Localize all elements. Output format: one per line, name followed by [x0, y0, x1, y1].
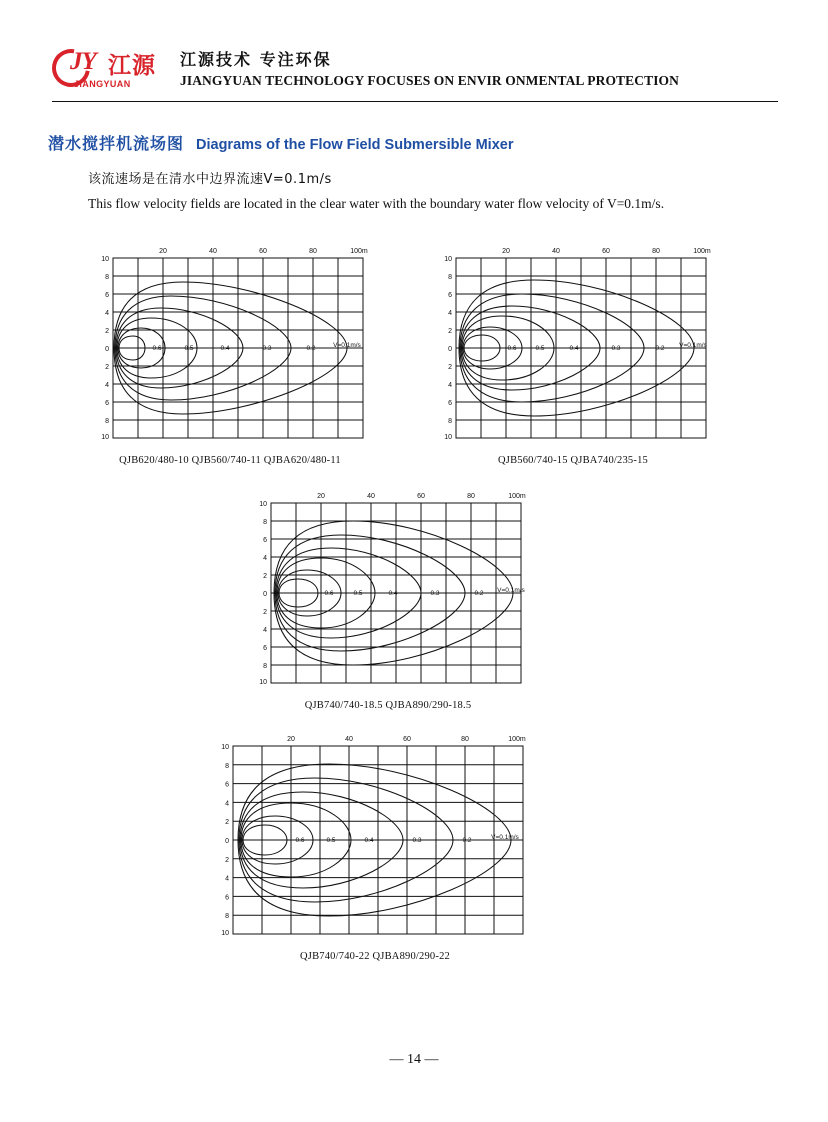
svg-text:100m: 100m: [350, 248, 368, 255]
svg-text:40: 40: [209, 248, 217, 255]
y-axis-labels: [221, 744, 229, 937]
svg-text:8: 8: [263, 519, 267, 526]
svg-text:4: 4: [105, 310, 109, 317]
svg-text:0.5: 0.5: [326, 837, 336, 844]
figure-caption: QJB560/740-15 QJBA740/235-15: [498, 455, 648, 466]
y-axis-labels: [444, 256, 452, 441]
y-axis-labels: [259, 501, 267, 686]
svg-text:0.2: 0.2: [655, 345, 665, 352]
svg-text:10: 10: [221, 930, 229, 937]
contour-labels: [295, 834, 519, 844]
svg-text:8: 8: [225, 913, 229, 921]
svg-text:0.6: 0.6: [324, 590, 334, 597]
svg-text:6: 6: [225, 894, 229, 902]
svg-text:10: 10: [444, 434, 452, 441]
svg-text:0: 0: [263, 591, 267, 598]
flow-field-chart-2: [428, 240, 718, 450]
x-axis-labels: [502, 248, 711, 255]
svg-text:0.2: 0.2: [462, 837, 472, 844]
svg-text:2: 2: [263, 609, 267, 616]
svg-text:40: 40: [345, 736, 353, 743]
svg-text:8: 8: [263, 663, 267, 670]
logo-initials: JY: [70, 48, 96, 75]
svg-text:6: 6: [263, 537, 267, 544]
svg-text:2: 2: [225, 819, 229, 827]
company-logo: [52, 48, 164, 92]
contour-labels: [152, 342, 361, 352]
section-title-english: Diagrams of the Flow Field Submersible Mixer: [196, 137, 514, 153]
svg-text:8: 8: [105, 274, 109, 281]
flow-field-chart-4: [205, 728, 545, 946]
svg-text:4: 4: [225, 875, 229, 883]
svg-text:100m: 100m: [508, 493, 526, 500]
svg-text:20: 20: [317, 493, 325, 500]
svg-text:4: 4: [263, 555, 267, 562]
svg-text:6: 6: [448, 400, 452, 407]
svg-text:20: 20: [287, 736, 295, 743]
svg-text:0.6: 0.6: [152, 345, 162, 352]
svg-text:0.2: 0.2: [306, 345, 316, 352]
svg-text:6: 6: [105, 292, 109, 299]
svg-text:0.3: 0.3: [412, 837, 422, 844]
flow-field-figure-2: [428, 240, 718, 466]
svg-text:0.5: 0.5: [184, 345, 194, 352]
svg-text:0.4: 0.4: [364, 837, 374, 844]
x-axis-labels: [287, 736, 526, 743]
svg-text:2: 2: [448, 364, 452, 371]
section-heading: [48, 131, 513, 154]
svg-text:100m: 100m: [508, 736, 526, 743]
svg-text:V=0.1m/s: V=0.1m/s: [333, 342, 361, 349]
svg-text:60: 60: [403, 736, 411, 743]
svg-text:10: 10: [444, 256, 452, 263]
svg-text:6: 6: [263, 645, 267, 652]
svg-text:60: 60: [602, 248, 610, 255]
logo-chinese-name: 江源: [108, 53, 156, 79]
svg-text:0.6: 0.6: [295, 837, 305, 844]
svg-text:8: 8: [448, 418, 452, 425]
svg-text:100m: 100m: [693, 248, 711, 255]
flow-field-figure-4: [205, 728, 545, 962]
svg-text:20: 20: [159, 248, 167, 255]
svg-text:0.4: 0.4: [569, 345, 579, 352]
svg-text:0: 0: [448, 346, 452, 353]
page-number: — 14 —: [389, 1052, 439, 1067]
flow-field-figure-1: [85, 240, 375, 466]
svg-text:4: 4: [225, 800, 229, 808]
svg-text:0.3: 0.3: [430, 590, 440, 597]
svg-text:20: 20: [502, 248, 510, 255]
svg-text:V=0.1m/s: V=0.1m/s: [491, 834, 519, 841]
x-axis-labels: [317, 493, 526, 500]
svg-text:10: 10: [259, 501, 267, 508]
svg-text:0.2: 0.2: [474, 590, 484, 597]
svg-text:0.4: 0.4: [388, 590, 398, 597]
header-divider: [52, 101, 778, 102]
logo-pinyin: JIANGYUAN: [74, 79, 131, 89]
page-header: [52, 44, 778, 102]
svg-text:0.5: 0.5: [535, 345, 545, 352]
description-english: This flow velocity fields are located in the clear water with the boundary water flow velocity of V=0.1m/s.: [88, 196, 665, 211]
svg-text:2: 2: [105, 328, 109, 335]
svg-text:40: 40: [367, 493, 375, 500]
svg-text:0.3: 0.3: [611, 345, 621, 352]
svg-text:0.6: 0.6: [507, 345, 517, 352]
svg-text:4: 4: [263, 627, 267, 634]
svg-text:0.4: 0.4: [220, 345, 230, 352]
flow-field-figure-3: [243, 485, 533, 711]
svg-text:4: 4: [448, 382, 452, 389]
svg-text:40: 40: [552, 248, 560, 255]
svg-text:V=0.1m/s: V=0.1m/s: [679, 342, 707, 349]
svg-text:2: 2: [263, 573, 267, 580]
svg-text:8: 8: [448, 274, 452, 281]
svg-text:0.5: 0.5: [353, 590, 363, 597]
svg-text:2: 2: [448, 328, 452, 335]
svg-text:0: 0: [105, 346, 109, 353]
svg-text:6: 6: [105, 400, 109, 407]
slogan-chinese: 江源技术 专注环保: [180, 50, 332, 69]
svg-text:V=0.1m/s: V=0.1m/s: [497, 587, 525, 594]
flow-field-chart-1: [85, 240, 375, 450]
svg-text:10: 10: [101, 434, 109, 441]
svg-text:60: 60: [417, 493, 425, 500]
description-chinese: 该流速场是在清水中边界流速V=0.1m/s: [88, 172, 332, 187]
svg-text:6: 6: [225, 781, 229, 789]
section-title-chinese: 潜水搅拌机流场图: [48, 134, 185, 153]
x-axis-labels: [159, 248, 368, 255]
figure-caption: QJB740/740-18.5 QJBA890/290-18.5: [304, 700, 472, 711]
svg-text:10: 10: [221, 744, 229, 751]
svg-text:6: 6: [448, 292, 452, 299]
svg-text:80: 80: [461, 736, 469, 743]
svg-text:10: 10: [259, 679, 267, 686]
svg-text:60: 60: [259, 248, 267, 255]
y-axis-labels: [101, 256, 109, 441]
svg-text:0: 0: [225, 838, 229, 845]
flow-field-chart-3: [243, 485, 533, 695]
svg-text:80: 80: [309, 248, 317, 255]
svg-text:80: 80: [652, 248, 660, 255]
svg-text:2: 2: [105, 364, 109, 371]
svg-text:10: 10: [101, 256, 109, 263]
svg-text:0.3: 0.3: [262, 345, 272, 352]
svg-text:4: 4: [105, 382, 109, 389]
svg-text:80: 80: [467, 493, 475, 500]
svg-text:8: 8: [105, 418, 109, 425]
slogan-english: JIANGYUAN TECHNOLOGY FOCUSES ON ENVIR ONMENTAL PROTECTION: [180, 73, 680, 88]
contour-labels: [507, 342, 707, 352]
figure-caption: QJB740/740-22 QJBA890/290-22: [300, 951, 450, 962]
figure-caption: QJB620/480-10 QJB560/740-11 QJBA620/480-11: [119, 455, 341, 466]
svg-text:2: 2: [225, 856, 229, 864]
contour-labels: [324, 587, 525, 597]
svg-text:4: 4: [448, 310, 452, 317]
svg-text:8: 8: [225, 763, 229, 770]
